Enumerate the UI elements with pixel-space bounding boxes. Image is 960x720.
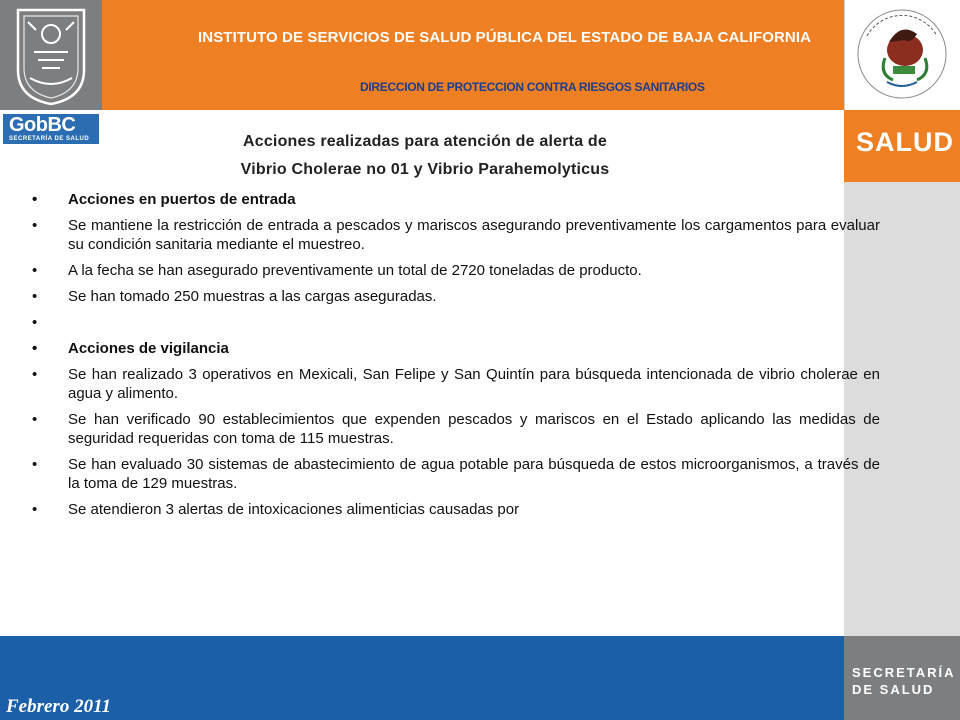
bullet-item [30, 287, 880, 306]
baja-california-crest-icon [0, 0, 102, 110]
bullet-item [30, 455, 880, 493]
bullet-dot: • [32, 366, 38, 383]
bullet-text: Acciones en puertos de entrada [68, 191, 296, 208]
slide-title [30, 128, 820, 184]
bullet-dot: • [32, 501, 38, 518]
bullet-dot: • [32, 456, 38, 473]
institute-title: INSTITUTO DE SERVICIOS DE SALUD PÚBLICA DEL ESTADO DE BAJA CALIFORNIA [198, 29, 812, 46]
header-band [102, 0, 844, 110]
secretaria-line2: DE SALUD [852, 682, 935, 697]
bullet-text: Acciones de vigilancia [68, 340, 229, 357]
bullet-item [30, 261, 880, 280]
crest-panel [0, 0, 102, 110]
bullet-list [30, 190, 880, 519]
bullet-item [30, 216, 880, 254]
bullet-item [30, 500, 880, 519]
bullet-text: Se han verificado 90 establecimientos que expenden pescados y mariscos en el Estado aplicando las medidas de seguridad requeridas con toma de 115 muestras. [68, 411, 880, 447]
bullet-dot: • [32, 411, 38, 428]
seal-panel [844, 0, 960, 110]
bullet-item [30, 313, 880, 332]
bullet-text: Se han realizado 3 operativos en Mexicali, San Felipe y San Quintín para búsqueda intencionada de vibrio cholerae en agua y alimento. [68, 366, 880, 402]
bullet-dot: • [32, 262, 38, 279]
footer-band [0, 636, 844, 720]
bullet-dot: • [32, 288, 38, 305]
gob-bc-title: GobBC [9, 114, 76, 136]
bullet-text: Se han evaluado 30 sistemas de abastecimiento de agua potable para búsqueda de estos microorganismos, a través de la toma de 129 muestras. [68, 456, 880, 492]
bullet-text: Se han tomado 250 muestras a las cargas aseguradas. [68, 288, 437, 305]
bullet-dot: • [32, 340, 38, 357]
bullet-text: Se atendieron 3 alertas de intoxicaciones alimenticias causadas por [68, 501, 520, 518]
slide-content [30, 128, 880, 526]
direction-title: DIRECCION DE PROTECCION CONTRA RIESGOS SANITARIOS [360, 80, 705, 94]
slide-title-line2: Vibrio Cholerae no 01 y Vibrio Parahemolyticus [240, 161, 610, 178]
bullet-item [30, 365, 880, 403]
bullet-dot: • [32, 314, 38, 331]
bullet-text: A la fecha se han asegurado preventivamente un total de 2720 toneladas de producto. [68, 262, 642, 279]
secretaria-panel [844, 636, 960, 720]
bullet-item [30, 410, 880, 448]
secretaria-logo [852, 664, 956, 698]
footer-date: Febrero 2011 [6, 696, 112, 717]
bullet-heading [30, 190, 880, 209]
secretaria-line1: SECRETARÍA [852, 665, 956, 680]
bullet-dot: • [32, 217, 38, 234]
gob-bc-subtitle: SECRETARÍA DE SALUD [9, 136, 90, 142]
salud-logo-text: SALUD [856, 127, 954, 157]
bullet-text: Se mantiene la restricción de entrada a pescados y mariscos asegurando preventivamente los cargamentos para evaluar su condición sanitaria mediante el muestreo. [68, 217, 880, 253]
mexican-eagle-seal-icon [845, 0, 960, 110]
bullet-heading [30, 339, 880, 358]
slide-title-line1: Acciones realizadas para atención de alerta de [242, 133, 608, 150]
bullet-dot: • [32, 191, 38, 208]
